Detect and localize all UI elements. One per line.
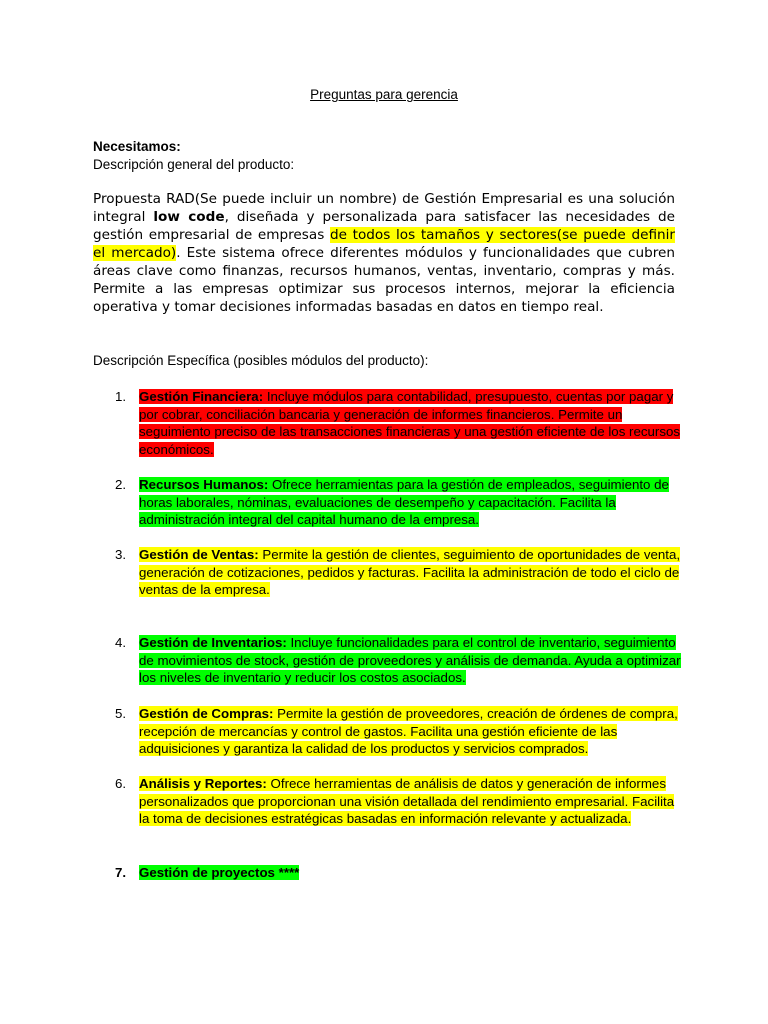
module-number: 4. [115,635,127,650]
module-number: 3. [115,547,127,562]
module-name: Gestión de Ventas: [139,547,259,562]
module-text: Permite la gestión de proveedores, creación de órdenes de compra, recepción de mercancías y control de gastos. Facilita una gestión eficiente de las adquisiciones y garantiza la calidad de los productos y servicios comprados. [139,706,678,757]
general-description-label: Descripción general del producto: [93,157,295,172]
intro-text-3: . Este sistema ofrece diferentes módulos y funcionalidades que cubren áreas clave como finanzas, recursos humanos, ventas, inventario, compras y más. Permite a las empresas optimizar sus procesos internos, mejorar la eficiencia operativa y tomar decisiones informadas basadas en datos en tiempo real. [93,245,675,315]
intro-text-1: Propuesta RAD(Se puede incluir un nombre) de Gestión Empresarial es una solución integral [93,191,675,225]
module-item [93,476,683,529]
module-text: Incluye módulos para contabilidad, presupuesto, cuentas por pagar y por cobrar, conciliación bancaria y generación de informes financieros. Permite un seguimiento preciso de las transacciones financieras y una gestión eficiente de los recursos económicos. [139,389,681,457]
module-item [93,705,683,758]
module-name: Gestión de Compras: [139,706,274,721]
need-heading: Necesitamos: [93,139,181,154]
specific-description-label: Descripción Específica (posibles módulos del producto): [93,353,429,368]
module-item [93,388,683,458]
intro-text-2: , diseñada y personalizada para satisfacer las necesidades de gestión empresarial de empresas [93,209,675,243]
module-name: Análisis y Reportes: [139,776,267,791]
module-name: Gestión Financiera: [139,389,264,404]
module-text: Incluye funcionalidades para el control de inventario, seguimiento de movimientos de stock, gestión de proveedores y análisis de demanda. Ayuda a optimizar los niveles de inventario y reducir los costos asociados. [139,635,681,686]
intro-highlight: de todos los tamaños y sectores(se puede definir el mercado) [93,227,676,261]
module-name: Gestión de proyectos **** [139,865,300,880]
module-item [93,775,683,828]
intro-paragraph [93,190,675,316]
module-text: Ofrece herramientas de análisis de datos y generación de informes personalizados que proporcionan una visión detallada del rendimiento empresarial. Facilita la toma de decisiones estratégicas basadas en información relevante y actualizada. [139,776,675,827]
module-text: Ofrece herramientas para la gestión de empleados, seguimiento de horas laborales, nóminas, evaluaciones de desempeño y capacitación. Facilita la administración integral del capital humano de la empresa. [139,477,669,528]
module-number: 5. [115,706,127,721]
module-item [93,634,683,687]
intro-bold-text: low code [153,209,225,225]
module-number: 7. [115,865,127,880]
module-name: Gestión de Inventarios: [139,635,287,650]
module-number: 1. [115,389,127,404]
module-text: Permite la gestión de clientes, seguimiento de oportunidades de venta, generación de cotizaciones, pedidos y facturas. Facilita la administración de todo el ciclo de ventas de la empresa. [139,547,681,598]
module-number: 6. [115,776,127,791]
module-number: 2. [115,477,127,492]
module-name: Recursos Humanos: [139,477,269,492]
module-item [93,864,683,882]
module-item [93,546,683,599]
document-title: Preguntas para gerencia [310,87,458,102]
